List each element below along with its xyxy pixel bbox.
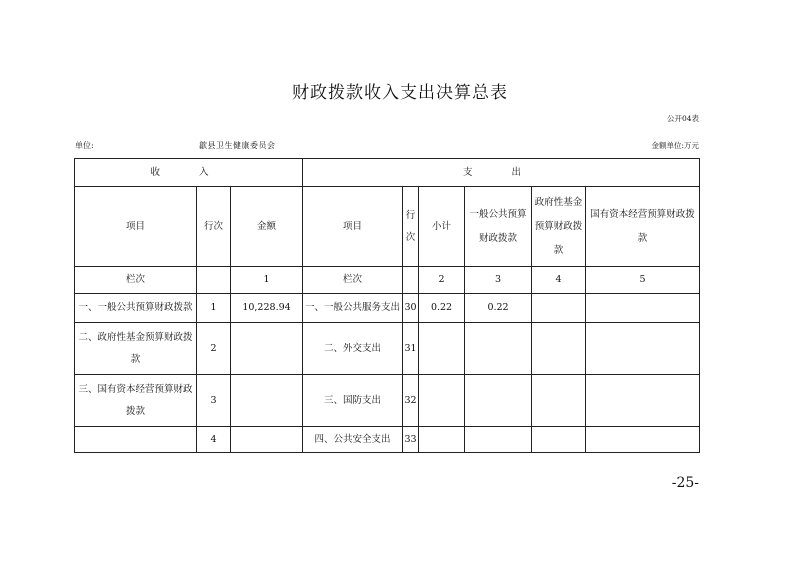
general-budget-index: 3 [465, 267, 532, 294]
expense-row-no: 31 [403, 323, 419, 375]
column-index-row [75, 267, 700, 294]
income-row-no: 2 [197, 323, 231, 375]
unit-name: 歙县卫生健康委员会 [199, 141, 276, 150]
state-capital-value [586, 375, 700, 427]
general-budget-value [465, 427, 532, 453]
section-header-row [75, 159, 700, 187]
income-section-header: 收 入 [75, 159, 303, 187]
expense-row-header: 行次 [403, 187, 419, 267]
expense-item: 一、一般公共服务支出 [303, 294, 403, 323]
income-item [75, 427, 197, 453]
state-capital-value [586, 323, 700, 375]
state-capital-value [586, 427, 700, 453]
state-capital-index: 5 [586, 267, 700, 294]
income-amount [231, 427, 303, 453]
subtotal-value [419, 323, 465, 375]
expense-row-no: 33 [403, 427, 419, 453]
income-row-no: 1 [197, 294, 231, 323]
income-row-header: 行次 [197, 187, 231, 267]
expense-item: 二、外交支出 [303, 323, 403, 375]
general-budget-value [465, 323, 532, 375]
income-amount-index: 1 [231, 267, 303, 294]
general-budget-value [465, 375, 532, 427]
income-amount [231, 323, 303, 375]
income-item-header: 项目 [75, 187, 197, 267]
budget-table [74, 158, 700, 453]
general-budget-value: 0.22 [465, 294, 532, 323]
state-capital-value [586, 294, 700, 323]
subtotal-value [419, 427, 465, 453]
page-title: 财政拨款收入支出决算总表 [292, 83, 508, 103]
expense-row-no: 30 [403, 294, 419, 323]
subtotal-index: 2 [419, 267, 465, 294]
gov-fund-value [532, 323, 586, 375]
subtotal-header: 小计 [419, 187, 465, 267]
expense-item: 四、公共安全支出 [303, 427, 403, 453]
gov-fund-value [532, 427, 586, 453]
expense-item: 三、国防支出 [303, 375, 403, 427]
table-row [75, 294, 700, 323]
table-row [75, 375, 700, 427]
income-amount: 10,228.94 [231, 294, 303, 323]
state-capital-header: 国有资本经营预算财政拨款 [586, 187, 700, 267]
expense-row-no: 32 [403, 375, 419, 427]
gov-fund-value [532, 375, 586, 427]
table-row [75, 427, 700, 453]
income-item: 一、一般公共预算财政拨款 [75, 294, 197, 323]
income-index-blank [197, 267, 231, 294]
table-row [75, 323, 700, 375]
expense-index-blank [403, 267, 419, 294]
page-number: -25- [671, 475, 699, 491]
expense-index-label: 栏次 [303, 267, 403, 294]
income-amount-header: 金额 [231, 187, 303, 267]
subtotal-value [419, 375, 465, 427]
unit-label: 单位: [75, 141, 94, 150]
expense-section-header: 支 出 [303, 159, 700, 187]
subtotal-value: 0.22 [419, 294, 465, 323]
income-item: 二、政府性基金预算财政拨款 [75, 323, 197, 375]
column-header-row [75, 187, 700, 267]
general-budget-header: 一般公共预算财政拨款 [465, 187, 532, 267]
income-row-no: 4 [197, 427, 231, 453]
gov-fund-value [532, 294, 586, 323]
form-code: 公开04表 [666, 114, 699, 123]
income-amount [231, 375, 303, 427]
income-item: 三、国有资本经营预算财政拨款 [75, 375, 197, 427]
amount-unit: 金额单位:万元 [651, 141, 699, 150]
gov-fund-index: 4 [532, 267, 586, 294]
expense-item-header: 项目 [303, 187, 403, 267]
income-row-no: 3 [197, 375, 231, 427]
gov-fund-header: 政府性基金预算财政拨款 [532, 187, 586, 267]
income-index-label: 栏次 [75, 267, 197, 294]
